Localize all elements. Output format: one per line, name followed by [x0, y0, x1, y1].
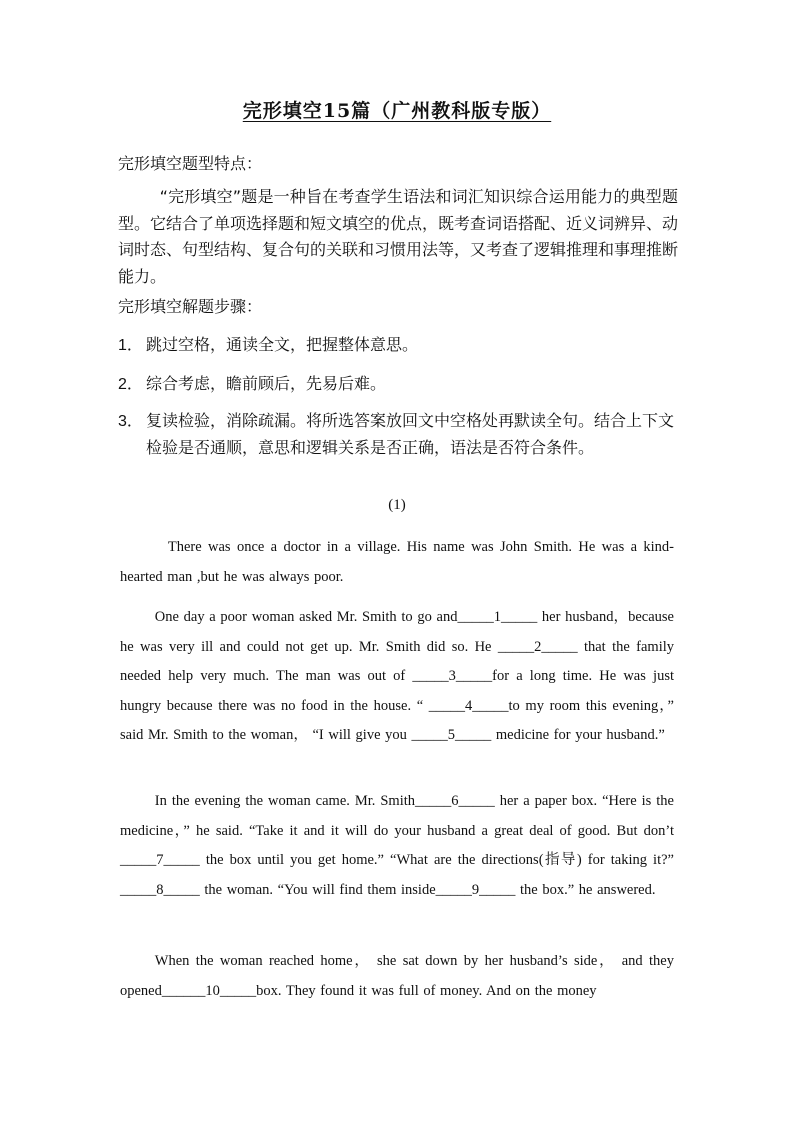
passage-number: (1) [388, 497, 406, 513]
document-title-text: 完形填空15篇（广州教科版专版） [242, 100, 552, 122]
passage-paragraph: In the evening the woman came. Mr. Smith_____6_____ her a paper box. “Here is the medicine，” he said. “Take it and it will do your husband a great deal of good. But don’t _____7_____ the box until you get home.” “What are the directions(指导) for taking it?” _____8_____ the woman. “You will find them inside_____9_____ the box.” he answered. [120, 793, 674, 898]
step-item [118, 331, 678, 359]
passage-paragraph: There was once a doctor in a village. His name was John Smith. He was a kind-hearted man ,but he was always poor. [120, 539, 674, 585]
step-item [118, 407, 678, 461]
intro-paragraph: “完形填空”题是一种旨在考查学生语法和词汇知识综合运用能力的典型题型。它结合了单项选择题和短文填空的优点，既考查词语搭配、近义词辨异、动词时态、句型结构、复合句的关联和习惯用法等，又考查了逻辑推理和事理推断能力。 [118, 187, 679, 286]
passage-paragraph: One day a poor woman asked Mr. Smith to go and_____1_____ her husband，because he was very ill and could not get up. Mr. Smith did so. He _____2_____ that the family needed help very much. The man was out of _____3_____for a long time. He was just hungry because there was no food in the house. “ _____4_____to my room this evening，” said Mr. Smith to the woman， “I will give you _____5_____ medicine for your husband.” [120, 609, 674, 743]
step-text: 跳过空格，通读全文，把握整体意思。 [146, 335, 419, 354]
document-title [0, 96, 794, 123]
step-number: 1． [118, 337, 143, 354]
passage-paragraph: When the woman reached home， she sat down by her husband’s side， and they opened______10_____box. They found it was full of money. And on the money [120, 953, 674, 999]
step-item [118, 370, 678, 398]
step-number: 3． [118, 413, 143, 430]
intro-label: 完形填空题型特点： [118, 154, 263, 173]
steps-label: 完形填空解题步骤： [118, 297, 263, 316]
step-number: 2． [118, 376, 143, 393]
step-text: 综合考虑，瞻前顾后，先易后难。 [146, 374, 387, 393]
step-text: 复读检验，消除疏漏。将所选答案放回文中空格处再默读全句。结合上下文检验是否通顺，意思和逻辑关系是否正确，语法是否符合条件。 [146, 411, 675, 457]
